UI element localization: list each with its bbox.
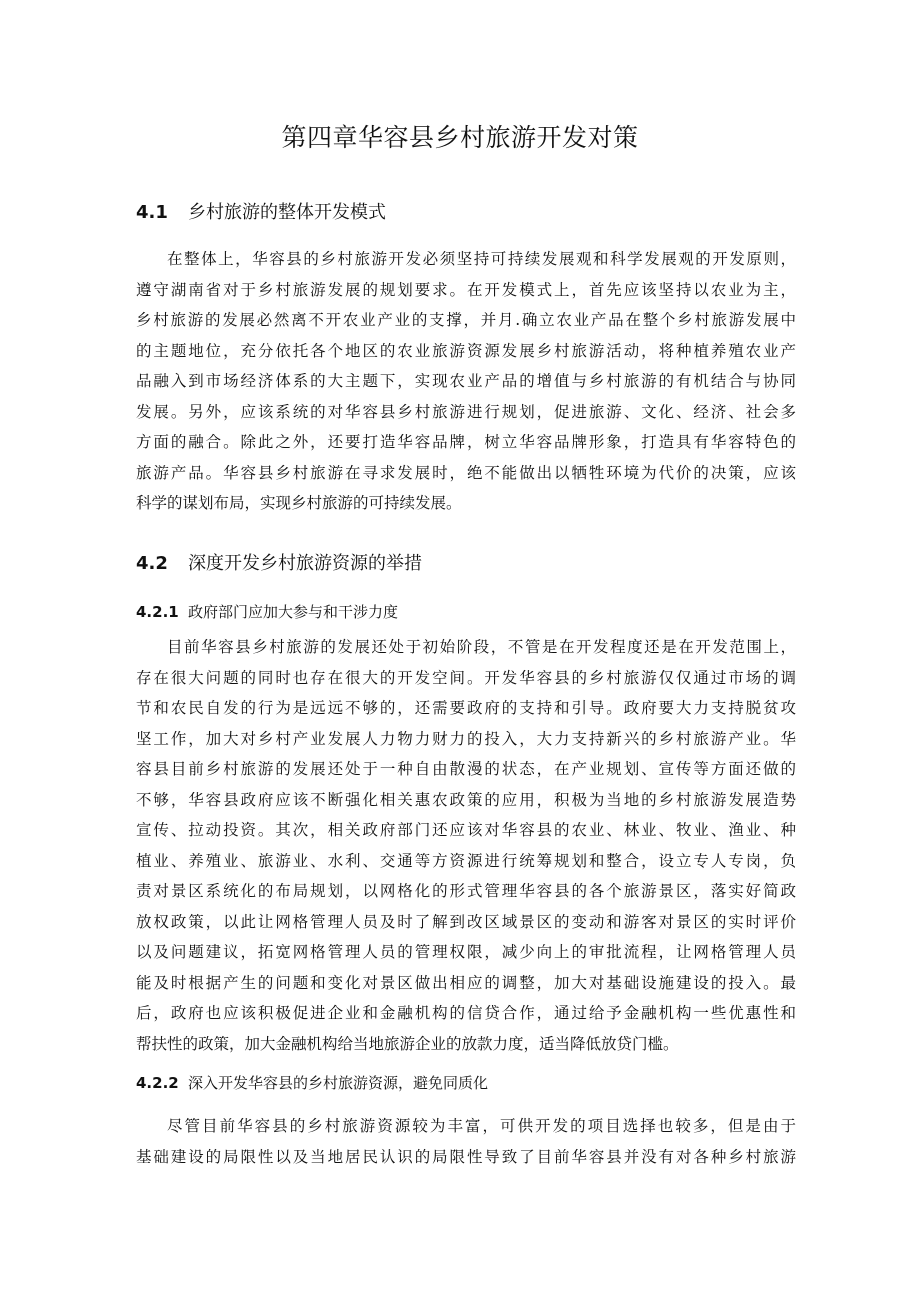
- paragraph-line: 能及时根据产生的问题和变化对景区做出相应的调整，加大对基础设施建设的投入。最: [136, 973, 796, 992]
- paragraph-line: 不够，华容县政府应该不断强化相关惠农政策的应用，积极为当地的乡村旅游发展造势: [136, 790, 796, 809]
- paragraph-4-2-1: [136, 632, 796, 1059]
- paragraph-line: 坚工作，加大对乡村产业发展人力物力财力的投入，大力支持新兴的乡村旅游产业。华: [136, 729, 796, 748]
- subsection-number: 4.2.1: [136, 603, 179, 621]
- section-number: 4.2: [136, 553, 168, 574]
- paragraph-line: 方面的融合。除此之外，还要打造华容品牌，树立华容品牌形象，打造具有华容特色的: [136, 433, 796, 451]
- paragraph-line: 的主题地位，充分依托各个地区的农业旅游资源发展乡村旅游活动，将种植养殖农业产: [136, 341, 796, 360]
- section-number: 4.1: [136, 202, 168, 223]
- section-title: 深度开发乡村旅游资源的举措: [188, 553, 422, 574]
- paragraph-line: 在整体上，华容县的乡村旅游开发必须坚持可持续发展观和科学发展观的开发原则，: [167, 250, 796, 268]
- paragraph-line: 存在很大问题的同时也存在很大的开发空间。开发华容县的乡村旅游仅仅通过市场的调: [136, 668, 796, 687]
- section-heading-4-2: [136, 549, 422, 575]
- paragraph-4-1: [136, 244, 796, 519]
- paragraph-line: 尽管目前华容县的乡村旅游资源较为丰富，可供开发的项目选择也较多，但是由于: [167, 1117, 796, 1135]
- paragraph-line: 容县目前乡村旅游的发展还处于一种自由散漫的状态，在产业规划、宣传等方面还做的: [136, 760, 796, 778]
- paragraph-line: 乡村旅游的发展必然离不开农业产业的支撑，并月.确立农业产品在整个乡村旅游发展中: [136, 311, 796, 329]
- paragraph-line: 品融入到市场经济体系的大主题下，实现农业产品的增值与乡村旅游的有机结合与协同: [136, 372, 796, 390]
- paragraph-line: 基础建设的局限性以及当地居民认识的局限性导致了目前华容县并没有对各种乡村旅游: [136, 1147, 796, 1166]
- subsection-title: 深入开发华容县的乡村旅游资源，避免同质化: [188, 1074, 489, 1092]
- subsection-number: 4.2.2: [136, 1074, 179, 1092]
- subsection-heading-4-2-1: [136, 601, 398, 622]
- paragraph-line: 后，政府也应该积极促进企业和金融机构的信贷合作，通过给予金融机构一些优惠性和: [136, 1004, 796, 1022]
- paragraph-line: 宣传、拉动投资。其次，相关政府部门还应该对华容县的农业、林业、牧业、渔业、种: [136, 821, 796, 839]
- paragraph-line: 帮扶性的政策，加大金融机构给当地旅游企业的放款力度，适当降低放贷门槛。: [136, 1034, 679, 1053]
- paragraph-line: 目前华容县乡村旅游的发展还处于初始阶段，不管是在开发程度还是在开发范围上，: [167, 638, 796, 656]
- paragraph-line: 责对景区系统化的布局规划，以网格化的形式管理华容县的各个旅游景区，落实好简政: [136, 882, 796, 900]
- subsection-title: 政府部门应加大参与和干涉力度: [188, 603, 399, 621]
- paragraph-line: 科学的谋划布局，实现乡村旅游的可持续发展。: [136, 494, 462, 512]
- paragraph-line: 旅游产品。华容县乡村旅游在寻求发展时，绝不能做出以牺牲环境为代价的决策，应该: [136, 463, 796, 482]
- paragraph-line: 植业、养殖业、旅游业、水利、交通等方资源进行统筹规划和整合，设立专人专岗，负: [136, 851, 796, 870]
- section-title: 乡村旅游的整体开发模式: [188, 202, 386, 223]
- paragraph-line: 发展。另外，应该系统的对华容县乡村旅游进行规划，促进旅游、文化、经济、社会多: [136, 402, 796, 421]
- chapter-title: 第四章华容县乡村旅游开发对策: [281, 123, 639, 152]
- paragraph-line: 遵守湖南省对于乡村旅游发展的规划要求。在开发模式上，首先应该坚持以农业为主，: [136, 280, 796, 299]
- paragraph-line: 节和农民自发的行为是远远不够的，还需要政府的支持和引导。政府要大力支持脱贫攻: [136, 699, 796, 717]
- paragraph-line: 以及问题建议，拓宽网格管理人员的管理权限，减少向上的审批流程，让网格管理人员: [136, 943, 796, 961]
- paragraph-line: 放权政策，以此让网格管理人员及时了解到改区域景区的变动和游客对景区的实时评价: [136, 912, 796, 931]
- subsection-heading-4-2-2: [136, 1072, 488, 1093]
- section-heading-4-1: [136, 198, 386, 224]
- paragraph-4-2-2: [136, 1111, 796, 1172]
